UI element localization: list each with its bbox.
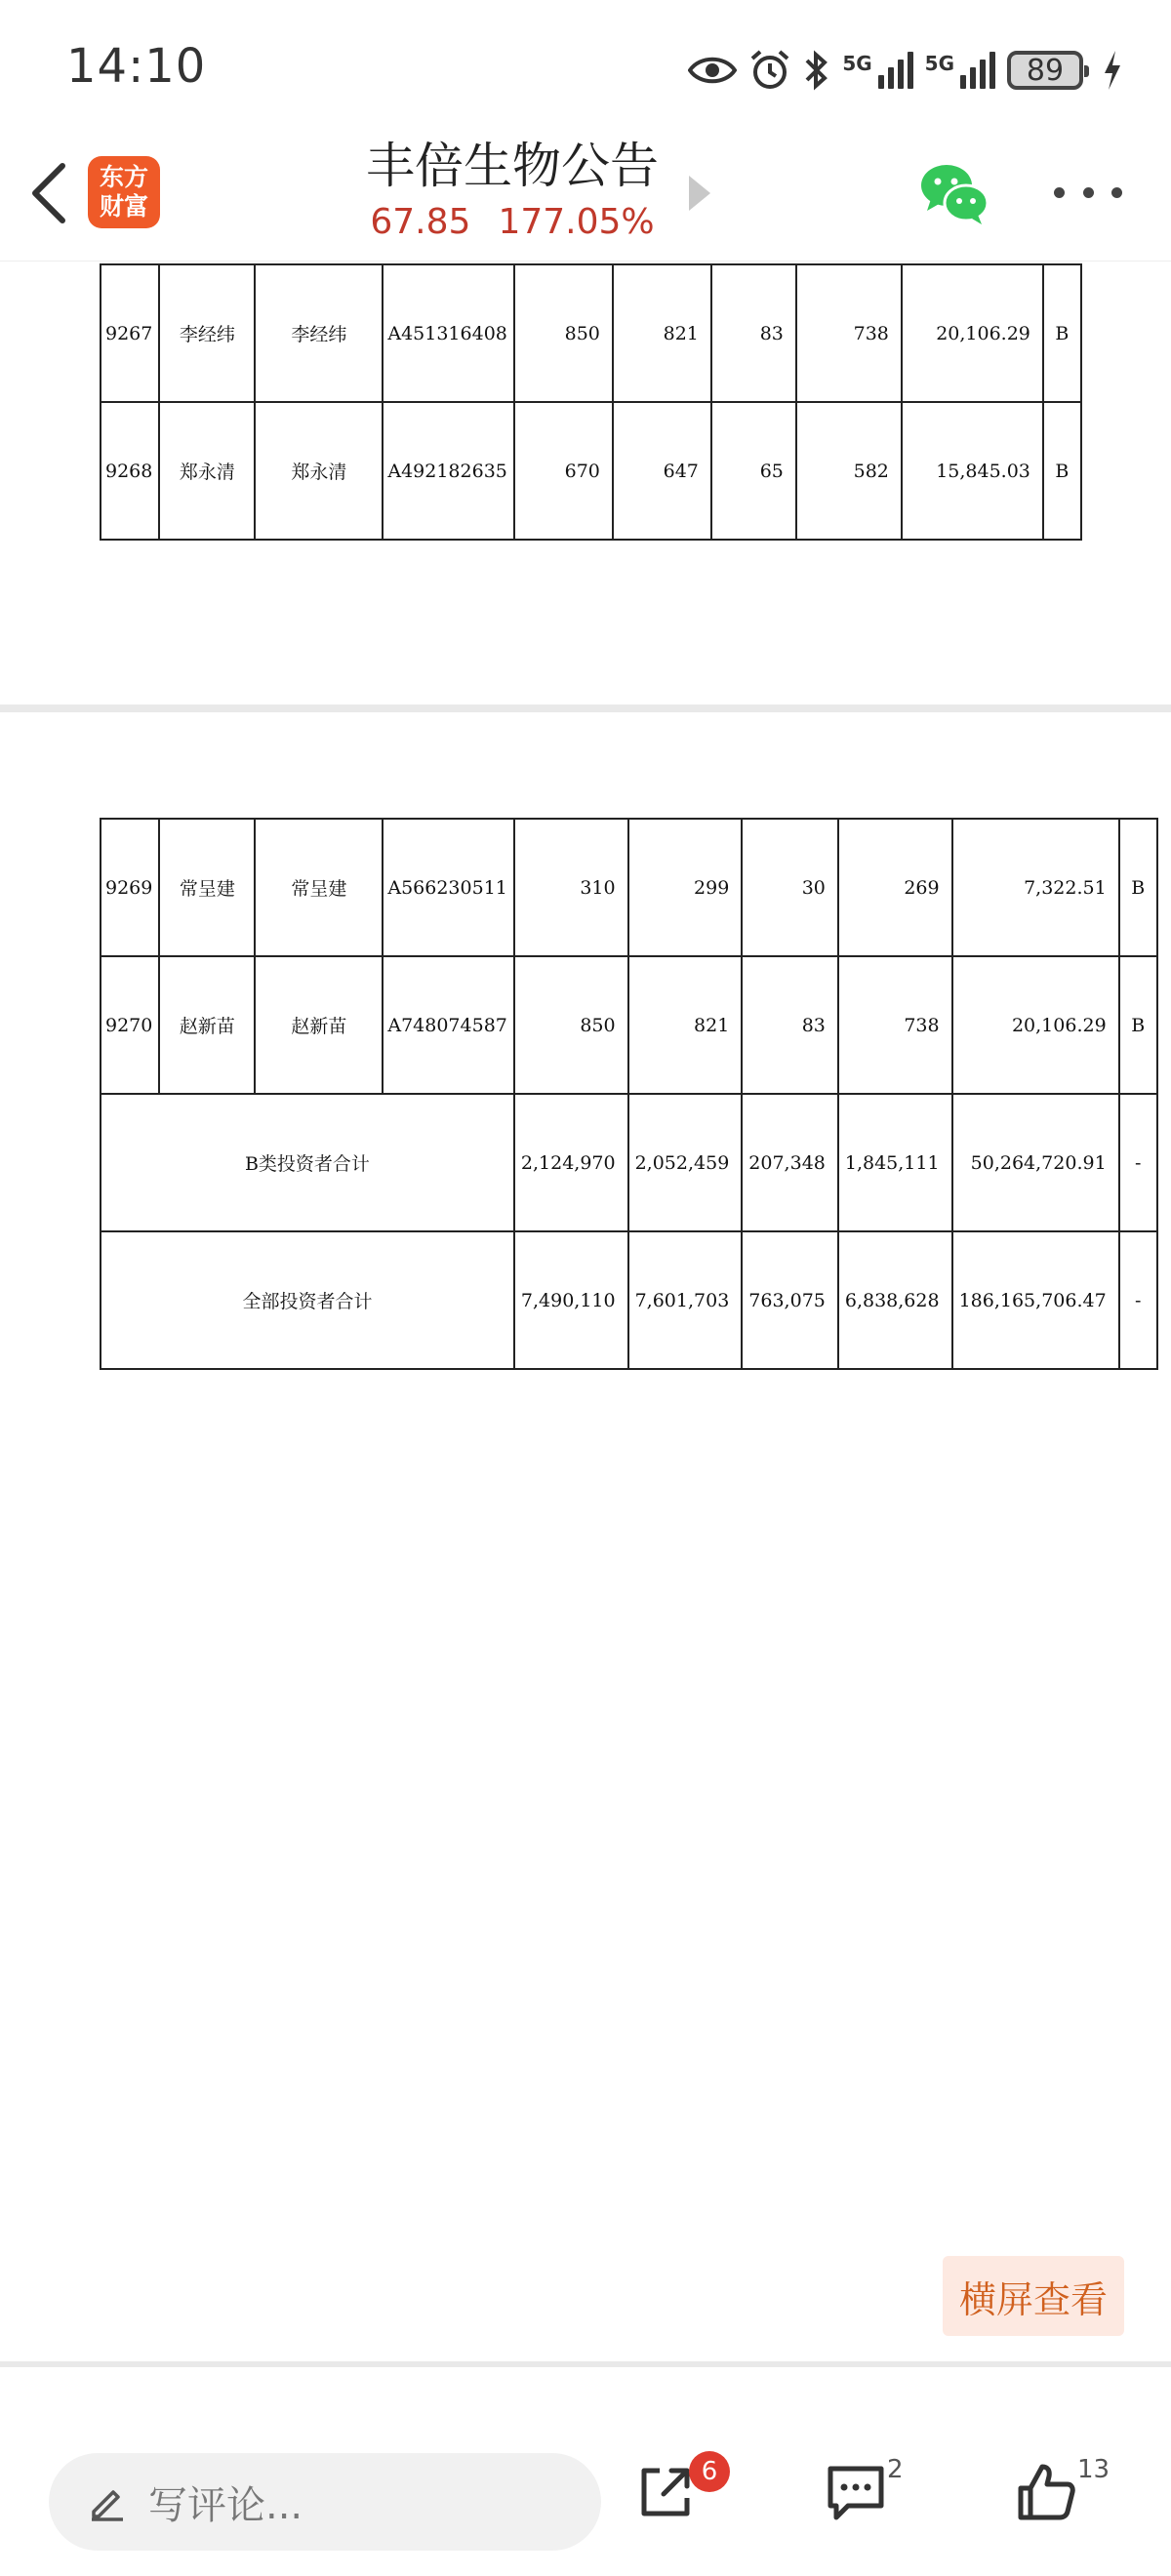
account-code: A492182635 xyxy=(383,402,514,540)
signal-icon xyxy=(925,52,995,89)
value-cell: 20,106.29 xyxy=(952,956,1119,1094)
row-id: 9269 xyxy=(101,819,159,956)
value-cell: 2,052,459 xyxy=(628,1094,743,1231)
investor-class: B xyxy=(1119,819,1157,956)
table-row xyxy=(101,819,1157,956)
alarm-icon xyxy=(748,49,791,92)
value-cell: 670 xyxy=(514,402,613,540)
investor-name: 李经纬 xyxy=(159,264,255,402)
stock-quote xyxy=(293,199,732,246)
status-time: 14:10 xyxy=(66,39,207,94)
page-title: 丰倍生物公告 xyxy=(366,138,659,194)
value-cell: 186,165,706.47 xyxy=(952,1231,1119,1369)
status-bar xyxy=(0,0,1171,127)
row-id: 9267 xyxy=(101,264,159,402)
investor-class: - xyxy=(1119,1094,1157,1231)
table-row xyxy=(101,956,1157,1094)
like-count: 13 xyxy=(1077,2455,1110,2484)
investor-name: 常呈建 xyxy=(159,819,255,956)
like-button[interactable] xyxy=(1015,2455,1122,2549)
row-id: 9268 xyxy=(101,402,159,540)
comment-bubble-icon xyxy=(825,2461,887,2523)
account-code: A748074587 xyxy=(383,956,514,1094)
investor-class: - xyxy=(1119,1231,1157,1369)
account-name: 赵新苗 xyxy=(255,956,383,1094)
more-button[interactable] xyxy=(1054,166,1122,219)
stock-change: 177.05% xyxy=(498,202,655,242)
investor-name: 郑永清 xyxy=(159,402,255,540)
account-name: 常呈建 xyxy=(255,819,383,956)
comments-button[interactable] xyxy=(825,2455,932,2549)
logo-text-top: 东方 xyxy=(99,163,148,191)
thumbs-up-icon xyxy=(1015,2461,1077,2523)
allotment-table-part2 xyxy=(100,818,1158,1370)
value-cell: 6,838,628 xyxy=(838,1231,952,1369)
account-code: A451316408 xyxy=(383,264,514,402)
charging-icon xyxy=(1103,51,1122,90)
signal-label: 5G xyxy=(924,52,954,75)
status-icons xyxy=(688,43,1122,98)
more-dot xyxy=(1054,187,1065,198)
row-id: 9270 xyxy=(101,956,159,1094)
subtotal-row xyxy=(101,1094,1157,1231)
value-cell: 850 xyxy=(514,956,628,1094)
allotment-table-part1 xyxy=(100,263,1082,541)
value-cell: 738 xyxy=(838,956,952,1094)
back-button[interactable] xyxy=(21,154,76,232)
value-cell: 207,348 xyxy=(742,1094,838,1231)
title-block xyxy=(293,133,732,246)
wechat-icon[interactable] xyxy=(917,156,991,230)
comment-input[interactable] xyxy=(49,2453,601,2551)
value-cell: 763,075 xyxy=(742,1231,838,1369)
value-cell: 20,106.29 xyxy=(902,264,1043,402)
bluetooth-icon xyxy=(803,49,830,92)
bottom-action-bar xyxy=(0,2432,1171,2576)
value-cell: 299 xyxy=(628,819,743,956)
signal-icon xyxy=(842,52,912,89)
value-cell: 7,601,703 xyxy=(628,1231,743,1369)
comment-count: 2 xyxy=(887,2455,904,2484)
value-cell: 738 xyxy=(796,264,902,402)
share-button[interactable] xyxy=(634,2457,742,2549)
value-cell: 821 xyxy=(613,264,711,402)
signal-label: 5G xyxy=(842,52,872,75)
stock-price: 67.85 xyxy=(370,202,471,242)
value-cell: 30 xyxy=(742,819,838,956)
value-cell: 7,322.51 xyxy=(952,819,1119,956)
total-label: 全部投资者合计 xyxy=(101,1231,514,1369)
play-triangle-icon[interactable] xyxy=(689,176,710,211)
value-cell: 1,845,111 xyxy=(838,1094,952,1231)
total-row xyxy=(101,1231,1157,1369)
investor-name: 赵新苗 xyxy=(159,956,255,1094)
value-cell: 83 xyxy=(742,956,838,1094)
value-cell: 15,845.03 xyxy=(902,402,1043,540)
share-icon xyxy=(634,2461,697,2523)
share-badge: 6 xyxy=(689,2451,730,2492)
landscape-view-button[interactable]: 横屏查看 xyxy=(943,2256,1124,2336)
investor-class: B xyxy=(1119,956,1157,1094)
pencil-icon xyxy=(88,2482,127,2521)
value-cell: 65 xyxy=(711,402,796,540)
investor-class: B xyxy=(1043,264,1081,402)
more-dot xyxy=(1111,187,1122,198)
value-cell: 821 xyxy=(628,956,743,1094)
page-divider xyxy=(0,704,1171,712)
value-cell: 7,490,110 xyxy=(514,1231,628,1369)
value-cell: 50,264,720.91 xyxy=(952,1094,1119,1231)
value-cell: 582 xyxy=(796,402,902,540)
value-cell: 2,124,970 xyxy=(514,1094,628,1231)
account-name: 李经纬 xyxy=(255,264,383,402)
battery-icon: 89 xyxy=(1007,51,1083,90)
app-logo[interactable] xyxy=(88,156,160,228)
subtotal-label: B类投资者合计 xyxy=(101,1094,514,1231)
investor-class: B xyxy=(1043,402,1081,540)
app-header xyxy=(0,127,1171,262)
value-cell: 269 xyxy=(838,819,952,956)
value-cell: 850 xyxy=(514,264,613,402)
value-cell: 647 xyxy=(613,402,711,540)
page-divider xyxy=(0,2361,1171,2367)
table-row xyxy=(101,264,1081,402)
table-row xyxy=(101,402,1081,540)
eye-icon xyxy=(688,54,737,87)
account-code: A566230511 xyxy=(383,819,514,956)
value-cell: 310 xyxy=(514,819,628,956)
account-name: 郑永清 xyxy=(255,402,383,540)
more-dot xyxy=(1083,187,1094,198)
logo-text-bottom: 财富 xyxy=(99,192,148,221)
comment-placeholder: 写评论... xyxy=(148,2482,303,2528)
value-cell: 83 xyxy=(711,264,796,402)
chevron-left-icon xyxy=(29,162,68,224)
